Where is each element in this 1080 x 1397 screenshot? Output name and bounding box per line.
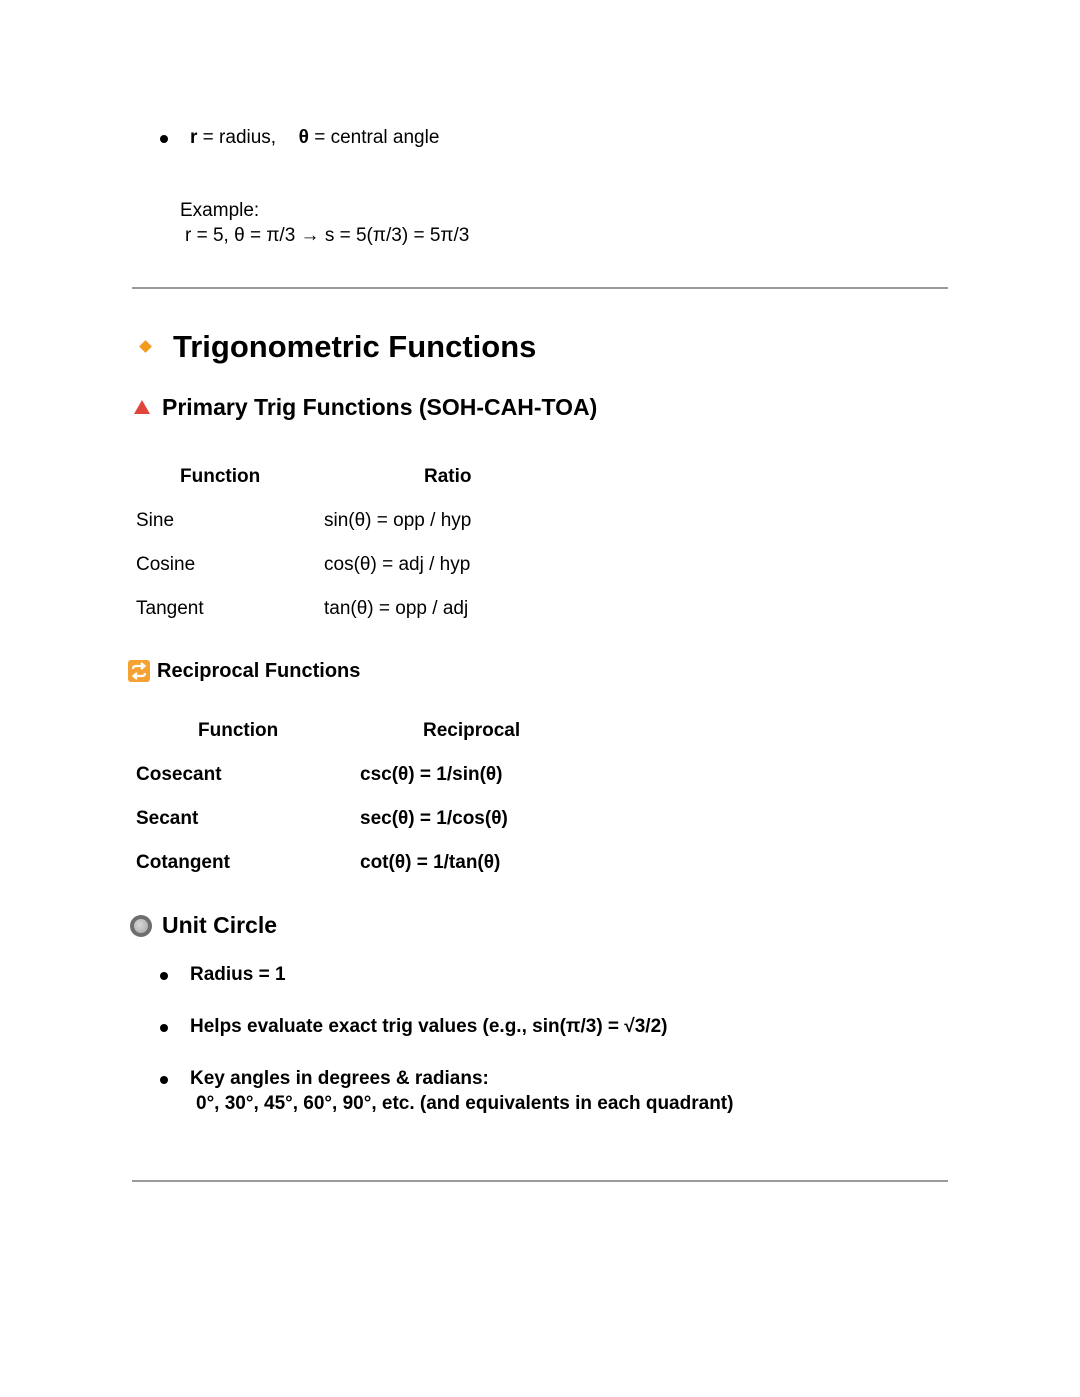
bullet-dot: [160, 1024, 168, 1032]
list-item-text: Helps evaluate exact trig values (e.g., sin(π/3) = √3/2): [190, 1016, 668, 1037]
radio-button-icon: [130, 915, 152, 937]
function-reciprocal: cot(θ) = 1/tan(θ): [360, 852, 501, 873]
function-name: Secant: [136, 808, 199, 829]
primary-trig-title: Primary Trig Functions (SOH-CAH-TOA): [162, 394, 598, 420]
repeat-arrows-icon: [128, 660, 150, 682]
function-name: Sine: [136, 510, 175, 531]
list-item-text: Radius = 1: [190, 964, 286, 985]
r-symbol: r: [190, 127, 198, 148]
table-header-function: Function: [180, 466, 261, 487]
unit-circle-title: Unit Circle: [162, 912, 278, 938]
red-triangle-icon: [134, 400, 150, 414]
function-name: Cosecant: [136, 764, 222, 785]
section-divider: [132, 1180, 948, 1182]
bullet-dot: [160, 972, 168, 980]
reciprocal-title: Reciprocal Functions: [157, 660, 361, 682]
function-ratio: cos(θ) = adj / hyp: [324, 554, 471, 575]
function-name: Cotangent: [136, 852, 230, 873]
function-ratio: tan(θ) = opp / adj: [324, 598, 469, 619]
orange-diamond-icon: [139, 340, 152, 353]
r-definition: = radius,: [197, 127, 277, 148]
function-name: Cosine: [136, 554, 196, 575]
example-label: Example:: [180, 200, 260, 221]
theta-definition: = central angle: [308, 127, 440, 148]
list-item-continuation: 0°, 30°, 45°, 60°, 90°, etc. (and equivalents in each quadrant): [196, 1093, 734, 1114]
list-item-text: Key angles in degrees & radians:: [190, 1068, 489, 1089]
table-header-ratio: Ratio: [424, 466, 472, 487]
section-divider: [132, 287, 948, 289]
bullet-dot: [160, 1076, 168, 1084]
example-text: r = 5, θ = π/3 → s = 5(π/3) = 5π/3: [185, 225, 470, 246]
bullet-dot: [160, 135, 168, 143]
table-header-reciprocal: Reciprocal: [423, 720, 521, 741]
section-title: Trigonometric Functions: [173, 329, 537, 364]
table-header-function: Function: [198, 720, 279, 741]
function-reciprocal: sec(θ) = 1/cos(θ): [360, 808, 508, 829]
function-reciprocal: csc(θ) = 1/sin(θ): [360, 764, 503, 785]
theta-symbol: θ: [298, 127, 309, 148]
function-ratio: sin(θ) = opp / hyp: [324, 510, 472, 531]
function-name: Tangent: [136, 598, 204, 619]
